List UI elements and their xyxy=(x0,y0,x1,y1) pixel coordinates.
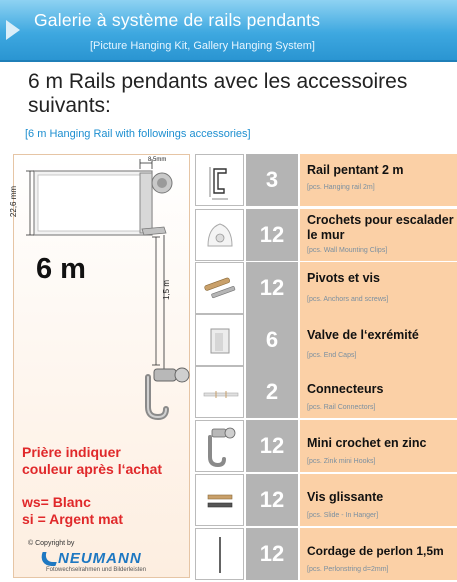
item-description xyxy=(300,209,457,261)
end-cap-icon xyxy=(196,315,245,367)
header-subtitle: [Picture Hanging Kit, Gallery Hanging System] xyxy=(90,40,315,52)
item-quantity: 3 xyxy=(246,154,298,206)
item-name: Crochets pour escalader le mur xyxy=(307,213,454,242)
header-title: Galerie à système de rails pendants xyxy=(34,10,321,30)
copyright-text: © Copyright by xyxy=(28,540,75,547)
item-name: Valve de l‘exrémité xyxy=(307,328,419,342)
item-quantity: 12 xyxy=(246,420,298,472)
item-name: Mini crochet en zinc xyxy=(307,436,427,450)
item-image xyxy=(195,366,244,418)
list-item xyxy=(195,314,457,366)
item-description xyxy=(300,474,457,526)
list-item xyxy=(195,474,457,526)
item-quantity: 12 xyxy=(246,262,298,314)
list-item xyxy=(195,154,457,206)
item-image xyxy=(195,528,244,580)
item-english: [pcs. End Caps] xyxy=(307,352,357,359)
item-image xyxy=(195,262,244,314)
color-option-silver: si = Argent mat xyxy=(22,511,124,527)
height-dimension-label: 22,6 mm xyxy=(9,185,19,218)
item-english: [pcs. Slide - In Hanger] xyxy=(307,512,379,519)
item-name: Cordage de perlon 1,5m xyxy=(307,544,444,558)
perlon-string-icon xyxy=(196,529,245,581)
item-description xyxy=(300,262,457,314)
rail-profile-icon xyxy=(196,155,245,207)
item-description xyxy=(300,314,457,366)
item-image xyxy=(195,420,244,472)
item-description xyxy=(300,528,457,580)
item-description xyxy=(300,420,457,472)
color-option-white: ws= Blanc xyxy=(22,494,91,510)
connector-icon xyxy=(196,367,245,419)
item-quantity: 2 xyxy=(246,366,298,418)
item-english: [pcs. Hanging rail 2m] xyxy=(307,184,375,191)
list-item xyxy=(195,209,457,261)
item-name: Rail pentant 2 m xyxy=(307,163,404,177)
color-notice-line1: Prière indiquer xyxy=(22,444,121,460)
width-dimension-label: 8,5mm xyxy=(148,157,167,163)
item-description xyxy=(300,366,457,418)
list-item xyxy=(195,528,457,580)
item-name: Pivots et vis xyxy=(307,271,380,285)
slide-hanger-icon xyxy=(196,475,245,527)
item-name: Vis glissante xyxy=(307,490,384,504)
item-english: [pcs. Zink mini Hooks] xyxy=(307,458,376,465)
play-arrow-icon xyxy=(6,20,20,40)
item-image xyxy=(195,474,244,526)
logo-tagline: Fotowechselrahmen und Bilderleisten xyxy=(46,567,147,573)
rail-length-label: 6 m xyxy=(36,253,86,285)
list-item xyxy=(195,366,457,418)
item-english: [pcs. Anchors and screws] xyxy=(307,296,389,303)
logo-name: NEUMANN xyxy=(58,550,142,567)
item-image xyxy=(195,154,244,206)
item-english: [pcs. Wall Mounting Clips] xyxy=(307,247,388,254)
list-item xyxy=(195,420,457,472)
item-english: [pcs. Rail Connectors] xyxy=(307,404,376,411)
color-notice-line2: couleur après l‘achat xyxy=(22,461,163,477)
item-quantity: 12 xyxy=(246,474,298,526)
anchor-screw-icon xyxy=(196,263,245,315)
header-banner xyxy=(0,0,457,62)
mini-hook-icon xyxy=(196,421,245,473)
item-image xyxy=(195,209,244,261)
item-quantity: 6 xyxy=(246,314,298,366)
page-subtitle: [6 m Hanging Rail with followings accessories] xyxy=(25,128,251,140)
item-name: Connecteurs xyxy=(307,382,384,396)
neumann-logo xyxy=(40,550,176,576)
wall-clip-icon xyxy=(196,210,245,262)
cord-length-label: 1,5 m xyxy=(162,279,171,300)
list-item xyxy=(195,262,457,314)
item-quantity: 12 xyxy=(246,209,298,261)
item-description xyxy=(300,154,457,206)
color-notice xyxy=(22,444,162,478)
page-title: 6 m Rails pendants avec les accessoires suivants: xyxy=(28,70,408,117)
item-image xyxy=(195,314,244,366)
item-english: [pcs. Perlonstring d=2mm] xyxy=(307,566,389,573)
color-options xyxy=(22,494,123,528)
item-quantity: 12 xyxy=(246,528,298,580)
